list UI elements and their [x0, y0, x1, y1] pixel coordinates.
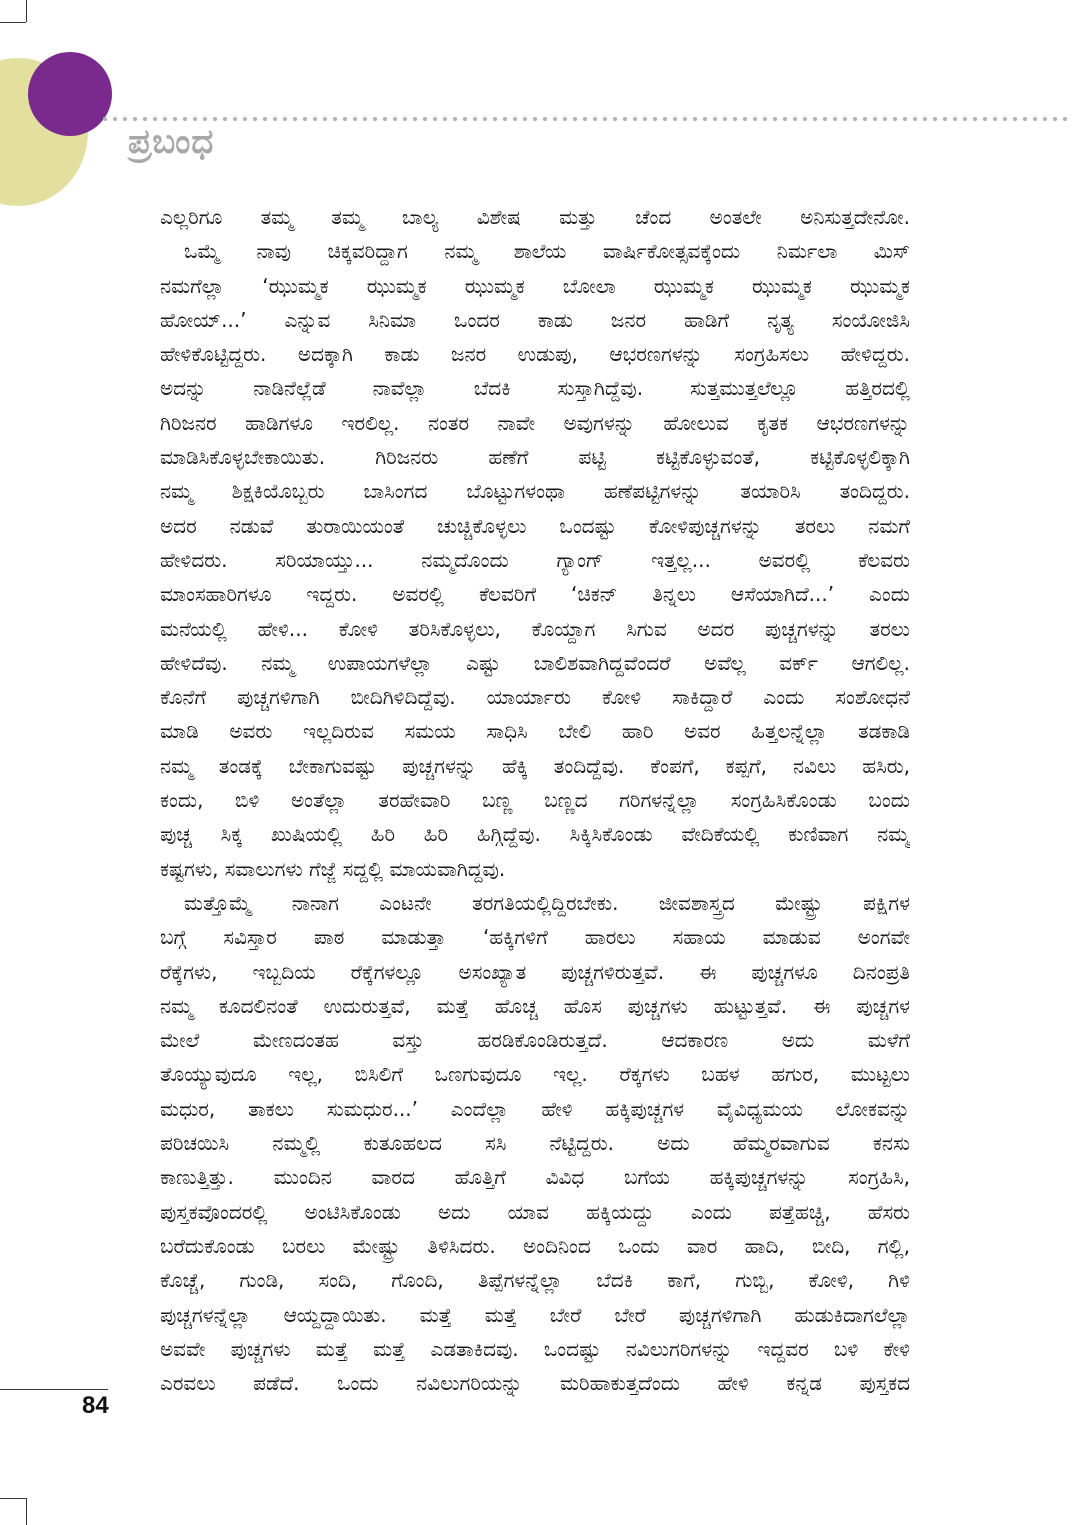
page-number: 84 — [82, 1392, 109, 1419]
text-line: ಮಾಂಸಹಾರಿಗಳೂ ಇದ್ದರು. ಅವರಲ್ಲಿ ಕೆಲವರಿಗೆ ‘ಚಿಕನ್ ತಿನ್ನಲು ಆಸೆಯಾಗಿದೆ...’ ಎಂದು — [160, 582, 910, 607]
text-line: ನಮ್ಮ ಕೂದಲಿನಂತೆ ಉದುರುತ್ತವೆ, ಮತ್ತೆ ಹೊಚ್ಚ ಹೊಸ ಪುಚ್ಚಗಳು ಹುಟ್ಟುತ್ತವೆ. ಈ ಪುಚ್ಚಗಳ — [160, 993, 910, 1018]
section-title: ಪ್ರಬಂಧ — [128, 122, 215, 162]
text-line: ಹೇಳಿದರು. ಸರಿಯಾಯ್ತು... ನಮ್ಮದೊಂದು ಗ್ಯಾಂಗ್ ಇತ್ತಲ್ಲ... ಅವರಲ್ಲಿ ಕೆಲವರು — [160, 547, 910, 572]
text-line: ಅದನ್ನು ನಾಡಿನೆಲ್ಲೆಡೆ ನಾವೆಲ್ಲಾ ಬೆದಕಿ ಸುಸ್ತಾಗಿದ್ದೆವು. ಸುತ್ತಮುತ್ತಲೆಲ್ಲೂ ಹತ್ತಿರದಲ್ಲಿ — [160, 376, 910, 401]
text-line: ಮನೆಯಲ್ಲಿ ಹೇಳಿ... ಕೋಳಿ ತರಿಸಿಕೊಳ್ಳಲು, ಕೊಯ್ದಾಗ ಸಿಗುವ ಅದರ ಪುಚ್ಚಗಳನ್ನು ತರಲು — [160, 616, 910, 641]
crop-mark-bottom-horizontal — [0, 1498, 26, 1499]
crop-mark-top-horizontal — [0, 22, 26, 23]
text-line: ಹೋಯ್...’ ಎನ್ನುವ ಸಿನಿಮಾ ಒಂದರ ಕಾಡು ಜನರ ಹಾಡಿಗೆ ನೃತ್ಯ ಸಂಯೋಜಿಸಿ — [160, 307, 910, 332]
text-line: ನಮಗೆಲ್ಲಾ ‘ಝುಮ್ಮಕ ಝುಮ್ಮಕ ಝುಮ್ಮಕ ಬೋಲಾ ಝುಮ್ಮಕ ಝುಮ್ಮಕ ಝುಮ್ಮಕ — [160, 273, 910, 298]
text-line: ಮೇಲೆ ಮೇಣದಂತಹ ವಸ್ತು ಹರಡಿಕೊಂಡಿರುತ್ತದೆ. ಆದಕಾರಣ ಅದು ಮಳೆಗೆ — [160, 1028, 910, 1053]
text-line: ಎರವಲು ಪಡೆದೆ. ಒಂದು ನವಿಲುಗರಿಯನ್ನು ಮರಿಹಾಕುತ್ತದೆಂದು ಹೇಳಿ ಕನ್ನಡ ಪುಸ್ತಕದ — [160, 1371, 910, 1396]
text-line: ಗಿರಿಜನರ ಹಾಡಿಗಳೂ ಇರಲಿಲ್ಲ. ನಂತರ ನಾವೇ ಅವುಗಳನ್ನು ಹೋಲುವ ಕೃತಕ ಆಭರಣಗಳನ್ನು — [160, 410, 910, 435]
text-line: ಮಧುರ, ತಾಕಲು ಸುಮಧುರ...’ ಎಂದೆಲ್ಲಾ ಹೇಳಿ ಹಕ್ಕಿಪುಚ್ಚಗಳ ವೈವಿಧ್ಯಮಯ ಲೋಕವನ್ನು — [160, 1096, 910, 1121]
text-line: ಕಷ್ಟಗಳು, ಸವಾಲುಗಳು ಗೆಜ್ಜೆ ಸದ್ದಲ್ಲಿ ಮಾಯವಾಗಿದ್ದವು. — [160, 856, 506, 881]
text-line: ಪುಚ್ಚ ಸಿಕ್ಕ ಖುಷಿಯಲ್ಲಿ ಹಿರಿ ಹಿರಿ ಹಿಗ್ಗಿದ್ದೆವು. ಸಿಕ್ಕಿಸಿಕೊಂಡು ವೇದಿಕೆಯಲ್ಲಿ ಕುಣಿವಾಗ ನಮ್ಮ — [160, 822, 910, 847]
footer-rule — [0, 1389, 108, 1390]
text-line: ತೊಯ್ಯುವುದೂ ಇಲ್ಲ, ಬಿಸಿಲಿಗೆ ಒಣಗುವುದೂ ಇಲ್ಲ. ರೆಕ್ಕಗಳು ಬಹಳ ಹಗುರ, ಮುಟ್ಟಲು — [160, 1062, 910, 1087]
text-line: ಬರೆದುಕೊಂಡು ಬರಲು ಮೇಷ್ಟ್ರು ತಿಳಿಸಿದರು. ಅಂದಿನಿಂದ ಒಂದು ವಾರ ಹಾದಿ, ಬೀದಿ, ಗಲ್ಲಿ, — [160, 1233, 910, 1258]
crop-mark-top — [26, 0, 27, 22]
text-line: ನಮ್ಮ ಶಿಕ್ಷಕಿಯೊಬ್ಬರು ಬಾಸಿಂಗದ ಬೊಟ್ಟುಗಳಂಥಾ ಹಣೆಪಟ್ಟಿಗಳನ್ನು ತಯಾರಿಸಿ ತಂದಿದ್ದರು. — [160, 479, 910, 504]
text-line: ಅದರ ನಡುವೆ ತುರಾಯಿಯಂತೆ ಚುಚ್ಚಿಕೊಳ್ಳಲು ಒಂದಷ್ಟು ಕೋಳಿಪುಚ್ಚಗಳನ್ನು ತರಲು ನಮಗೆ — [160, 513, 910, 538]
text-line: ಕಂದು, ಬಿಳಿ ಅಂತೆಲ್ಲಾ ತರಹೇವಾರಿ ಬಣ್ಣ ಬಣ್ಣದ ಗರಿಗಳನ್ನೆಲ್ಲಾ ಸಂಗ್ರಹಿಸಿಕೊಂಡು ಬಂದು — [160, 788, 910, 813]
text-line: ಎಲ್ಲರಿಗೂ ತಮ್ಮ ತಮ್ಮ ಬಾಲ್ಯ ವಿಶೇಷ ಮತ್ತು ಚೆಂದ ಅಂತಲೇ ಅನಿಸುತ್ತದೇನೋ. — [160, 205, 910, 229]
text-line: ಬಗ್ಗೆ ಸವಿಸ್ತಾರ ಪಾಠ ಮಾಡುತ್ತಾ ‘ಹಕ್ಕಿಗಳಿಗೆ ಹಾರಲು ಸಹಾಯ ಮಾಡುವ ಅಂಗವೇ — [160, 925, 910, 950]
text-line: ಹೇಳಿದೆವು. ನಮ್ಮ ಉಪಾಯಗಳೆಲ್ಲಾ ಎಷ್ಟು ಬಾಲಿಶವಾಗಿದ್ದವೆಂದರೆ ಅವೆಲ್ಲ ವರ್ಕ್ ಆಗಲಿಲ್ಲ. — [160, 650, 910, 675]
text-line: ಕಾಣುತ್ತಿತ್ತು. ಮುಂದಿನ ವಾರದ ಹೊತ್ತಿಗೆ ವಿವಿಧ ಬಗೆಯ ಹಕ್ಕಿಪುಚ್ಚಗಳನ್ನು ಸಂಗ್ರಹಿಸಿ, — [160, 1165, 910, 1190]
text-line: ಪುಸ್ತಕವೊಂದರಲ್ಲಿ ಅಂಟಿಸಿಕೊಂಡು ಅದು ಯಾವ ಹಕ್ಕಿಯದ್ದು ಎಂದು ಪತ್ತೆಹಚ್ಚಿ, ಹೆಸರು — [160, 1199, 910, 1224]
text-line: ಮಾಡಿ ಅವರು ಇಲ್ಲದಿರುವ ಸಮಯ ಸಾಧಿಸಿ ಬೇಲಿ ಹಾರಿ ಅವರ ಹಿತ್ತಲನ್ನೆಲ್ಲಾ ತಡಕಾಡಿ — [160, 719, 910, 744]
text-line: ನಮ್ಮ ತಂಡಕ್ಕೆ ಬೇಕಾಗುವಷ್ಟು ಪುಚ್ಚಗಳನ್ನು ಹೆಕ್ಕಿ ತಂದಿದ್ದೆವು. ಕೆಂಪಗೆ, ಕಪ್ಪಗೆ, ನವಿಲು ಹಸಿರು, — [160, 753, 910, 778]
text-line: ಒಮ್ಮೆ ನಾವು ಚಿಕ್ಕವರಿದ್ದಾಗ ನಮ್ಮ ಶಾಲೆಯ ವಾರ್ಷಿಕೋತ್ಸವಕ್ಕೆಂದು ನಿರ್ಮಲಾ ಮಿಸ್ — [184, 239, 910, 264]
text-line: ಹೇಳಿಕೊಟ್ಟಿದ್ದರು. ಅದಕ್ಕಾಗಿ ಕಾಡು ಜನರ ಉಡುಪು, ಆಭರಣಗಳನ್ನು ಸಂಗ್ರಹಿಸಲು ಹೇಳಿದ್ದರು. — [160, 342, 910, 367]
text-line: ರೆಕ್ಕೆಗಳು, ಇಬ್ಬದಿಯ ರೆಕ್ಕೆಗಳಲ್ಲೂ ಅಸಂಖ್ಯಾತ ಪುಚ್ಚಗಳಿರುತ್ತವೆ. ಈ ಪುಚ್ಚಗಳೂ ದಿನಂಪ್ರತಿ — [160, 959, 910, 984]
dotted-rule — [100, 116, 1072, 122]
text-line: ಪುಚ್ಚಗಳನ್ನೆಲ್ಲಾ ಆಯ್ದದ್ದಾಯಿತು. ಮತ್ತೆ ಮತ್ತೆ ಬೇರೆ ಬೇರೆ ಪುಚ್ಚಗಳಿಗಾಗಿ ಹುಡುಕಿದಾಗಲೆಲ್ಲಾ — [160, 1302, 910, 1327]
text-line: ಪರಿಚಯಿಸಿ ನಮ್ಮಲ್ಲಿ ಕುತೂಹಲದ ಸಸಿ ನೆಟ್ಟಿದ್ದರು. ಅದು ಹೆಮ್ಮರವಾಗುವ ಕನಸು — [160, 1131, 910, 1156]
text-line: ಮಾಡಿಸಿಕೊಳ್ಳಬೇಕಾಯಿತು. ಗಿರಿಜನರು ಹಣೆಗೆ ಪಟ್ಟಿ ಕಟ್ಟಿಕೊಳ್ಳುವಂತೆ, ಕಟ್ಟಿಕೊಳ್ಳಲಿಕ್ಕಾಗಿ — [160, 445, 910, 470]
text-line: ಮತ್ತೊಮ್ಮೆ ನಾನಾಗ ಎಂಟನೇ ತರಗತಿಯಲ್ಲಿದ್ದಿರಬೇಕು. ಜೀವಶಾಸ್ತ್ರದ ಮೇಷ್ಟ್ರು ಪಕ್ಷಿಗಳ — [184, 890, 910, 915]
crop-mark-bottom — [26, 1498, 27, 1525]
text-line: ಕೊನೆಗೆ ಪುಚ್ಚಗಳಿಗಾಗಿ ಬೀದಿಗಿಳಿದಿದ್ದೆವು. ಯಾರ್ಯಾರು ಕೋಳಿ ಸಾಕಿದ್ದಾರೆ ಎಂದು ಸಂಶೋಧನೆ — [160, 685, 910, 710]
body-text — [160, 200, 910, 1400]
text-line: ಅವವೇ ಪುಚ್ಚಗಳು ಮತ್ತೆ ಮತ್ತೆ ಎಡತಾಕಿದವು. ಒಂದಷ್ಟು ನವಿಲುಗರಿಗಳನ್ನು ಇದ್ದವರ ಬಳಿ ಕೇಳಿ — [160, 1336, 910, 1361]
text-line: ಕೊಚ್ಚೆ, ಗುಂಡಿ, ಸಂದಿ, ಗೊಂದಿ, ತಿಪ್ಪೆಗಳನ್ನೆಲ್ಲಾ ಬೆದಕಿ ಕಾಗೆ, ಗುಬ್ಬಿ, ಕೋಳಿ, ಗಿಳಿ — [160, 1268, 910, 1293]
decorative-purple-circle — [28, 52, 112, 136]
